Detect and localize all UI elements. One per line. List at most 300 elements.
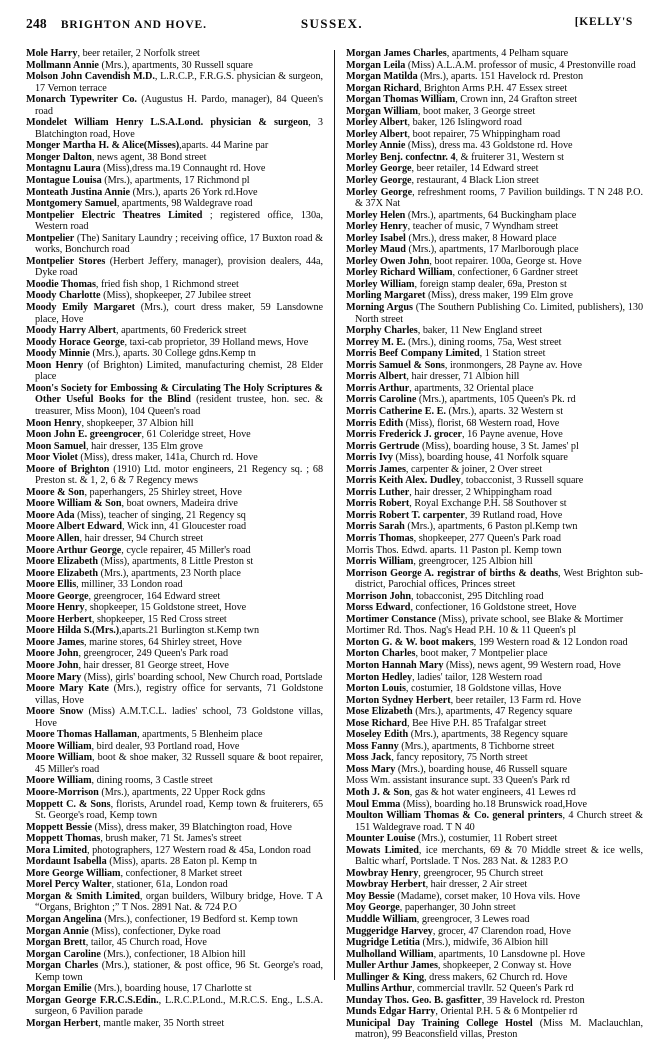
entry-surname: Moore Elizabeth xyxy=(26,567,99,579)
entry-surname: Moth J. & Son xyxy=(346,787,410,798)
directory-entry: Monger Dalton, news agent, 38 Bond street xyxy=(26,151,207,163)
directory-entry: Moor Violet (Miss), dress maker, 141a, Church rd. Hove xyxy=(26,452,258,464)
directory-entry: Moodie Thomas, fried fish shop, 1 Richmond street xyxy=(26,278,239,290)
directory-entry: Moppett C. & Sons, florists, Arundel road, Kemp town & fruiterers, 65 St. George's road, Kemp town xyxy=(26,798,323,822)
directory-entry: Mose Elizabeth (Mrs.), apartments, 47 Regency square xyxy=(346,706,573,718)
entry-surname: Moulton William Thomas & Co. general printers xyxy=(346,810,563,822)
directory-entry: Montagnu Laura (Miss),dress ma.19 Connaught rd. Hove xyxy=(26,163,266,175)
entry-surname: Morley Helen xyxy=(346,209,406,221)
entry-surname: Monger Martha H. & Alice(Misses) xyxy=(26,140,180,152)
directory-entry: Morgan Caroline (Mrs.), confectioner, 18 Albion hill xyxy=(26,948,246,960)
entry-surname: Moon Samuel xyxy=(26,440,86,452)
entry-surname: Moore Snow xyxy=(26,706,84,718)
directory-entry: Monarch Typewriter Co. (Augustus H. Pardo, manager), 84 Queen's road xyxy=(26,94,323,117)
entry-surname: Moore William xyxy=(26,775,92,787)
directory-entry: Morris Caroline (Mrs.), apartments, 105 Queen's Pk. rd xyxy=(346,394,576,406)
directory-entry: Moore William & Son, boat owners, Madeira drive xyxy=(26,498,238,510)
directory-entry: Morgan Angelina (Mrs.), confectioner, 19 Bedford st. Kemp town xyxy=(26,914,298,926)
directory-entry: Muddle William, greengrocer, 3 Lewes road xyxy=(346,914,530,926)
entry-surname: Morley Albert xyxy=(346,117,408,129)
entry-surname: Morris Samuel & Sons xyxy=(346,359,445,371)
directory-columns xyxy=(26,48,644,1041)
directory-entry: Mollmann Annie (Mrs.), apartments, 30 Russell square xyxy=(26,59,253,71)
directory-entry: Moore Henry, shopkeeper, 15 Goldstone street, Hove xyxy=(26,602,247,614)
entry-surname: Municipal Day Training College Hostel xyxy=(346,1017,533,1029)
directory-entry: Munds Edgar Harry, Oriental P.H. 5 & 6 Montpelier rd xyxy=(346,1006,578,1018)
directory-entry: Moore Elizabeth (Miss), apartments, 8 Little Preston st xyxy=(26,556,254,568)
directory-entry: Morphy Charles, baker, 11 New England street xyxy=(346,325,543,337)
entry-surname: Moore George xyxy=(26,590,89,602)
directory-entry: Moth J. & Son, gas & hot water engineers, 41 Lewes rd xyxy=(346,787,576,798)
directory-entry: More George William, confectioner, 8 Market street xyxy=(26,867,243,879)
directory-entry: Moore George, greengrocer, 164 Edward street xyxy=(26,590,221,602)
directory-entry: Morgan Thomas William, Crown inn, 24 Grafton street xyxy=(346,94,577,106)
directory-entry: Morris Arthur, apartments, 32 Oriental place xyxy=(346,382,534,394)
entry-surname: Morris Caroline xyxy=(346,394,417,406)
directory-entry: Morris Samuel & Sons, ironmongers, 28 Payne av. Hove xyxy=(346,359,583,371)
directory-entry: Moss Wm. assistant insurance supt. 33 Queen's Park rd xyxy=(346,775,570,787)
directory-entry: Mose Richard, Bee Hive P.H. 85 Trafalgar street xyxy=(346,717,547,729)
entry-surname: Morris Edith xyxy=(346,417,404,429)
directory-entry: Munday Thos. Geo. B. gasfitter, 39 Havelock rd. Preston xyxy=(346,994,585,1006)
entry-surname: Morris Robert T. carpenter xyxy=(346,509,465,521)
directory-entry: Moore Arthur George, cycle repairer, 45 Miller's road xyxy=(26,544,251,556)
directory-entry: Morris Luther, hair dresser, 2 Whippingham road xyxy=(346,486,552,498)
entry-surname: Morton Sydney Herbert xyxy=(346,694,451,706)
directory-entry: Morton Hannah Mary (Miss), news agent, 99 Western road, Hove xyxy=(346,659,621,671)
entry-surname: Moore William & Son xyxy=(26,498,122,510)
entry-surname: Morgan Herbert xyxy=(26,1017,99,1029)
directory-entry: Morris Gertrude (Miss), boarding house, 3 St. James' pl xyxy=(346,440,579,452)
entry-surname: Morley Albert xyxy=(346,128,408,140)
directory-entry: Morley Owen John, boot repairer. 100a, George st. Hove xyxy=(346,255,582,267)
entry-surname: Morgan & Smith Limited xyxy=(26,890,140,902)
entry-surname: Moody Harry Albert xyxy=(26,325,117,337)
entry-surname: Mose Elizabeth xyxy=(346,706,413,718)
directory-entry: Moody Emily Margaret (Mrs.), court dress maker, 59 Lansdowne place, Hove xyxy=(26,302,323,325)
entry-surname: Mortimer Constance xyxy=(346,613,437,625)
directory-entry: Morton Charles, boot maker, 7 Montpelier place xyxy=(346,648,548,660)
entry-surname: Mose Richard xyxy=(346,717,408,729)
entry-surname: Montpelier Electric Theatres Limited xyxy=(26,209,210,221)
entry-surname: Morgan Thomas William xyxy=(346,94,456,106)
directory-entry: Morris Thos. Edwd. aparts. 11 Paston pl. Kemp town xyxy=(346,544,562,556)
directory-entry: Moore Ada (Miss), teacher of singing, 21 Regency sq xyxy=(26,509,246,521)
entry-surname: Moore Thomas Hallaman xyxy=(26,729,138,741)
directory-entry: Morley Maud (Mrs.), apartments, 17 Marlborough place xyxy=(346,244,579,256)
entry-surname: Monarch Typewriter Co. xyxy=(26,94,137,106)
entry-surname: Moss Mary xyxy=(346,763,396,775)
entry-surname: Morley Isabel xyxy=(346,232,406,244)
directory-entry: Morley George, beer retailer, 14 Edward street xyxy=(346,163,539,175)
entry-surname: Mordaunt Isabella xyxy=(26,856,107,868)
directory-entry: Morgan Brett, tailor, 45 Church road, Hove xyxy=(26,937,207,949)
directory-entry: Morley Henry, teacher of music, 7 Wyndham street xyxy=(346,221,559,233)
directory-entry: Moon John E. greengrocer, 61 Coleridge street, Hove xyxy=(26,429,251,441)
entry-surname: Morris Keith Alex. Dudley xyxy=(346,475,461,487)
entry-surname: Morton G. & W. boot makers xyxy=(346,636,474,648)
entry-surname: Morris William xyxy=(346,556,414,568)
directory-entry: Mowbray Herbert, hair dresser, 2 Air street xyxy=(346,879,528,891)
entry-surname: Moore Mary xyxy=(26,671,82,683)
directory-entry: Moppett Thomas, brush maker, 71 St. James's street xyxy=(26,833,242,845)
entry-surname: Moodie Thomas xyxy=(26,278,96,290)
directory-entry: Moore Ellis, milliner, 33 London road xyxy=(26,579,183,591)
directory-entry: Morris Beef Company Limited, 1 Station street xyxy=(346,348,546,360)
entry-surname: Montagnu Laura xyxy=(26,163,101,175)
directory-entry: Mulholland William, apartments, 10 Lansdowne pl. Hove xyxy=(346,948,585,960)
directory-entry: Moore William, bird dealer, 93 Portland road, Hove xyxy=(26,740,240,752)
directory-entry: Moore Thomas Hallaman, apartments, 5 Blenheim place xyxy=(26,729,263,741)
directory-entry: Morss Edward, confectioner, 16 Goldstone street, Hove xyxy=(346,602,577,614)
entry-surname: Morley Owen John xyxy=(346,255,430,267)
entry-surname: Morris Sarah xyxy=(346,521,405,533)
entry-surname: Moy George xyxy=(346,902,400,914)
directory-entry: Morley Annie (Miss), dress ma. 43 Goldstone rd. Hove xyxy=(346,140,573,152)
directory-entry: Moore-Morrison (Mrs.), apartments, 22 Upper Rock gdns xyxy=(26,787,266,798)
entry-surname: More George William xyxy=(26,867,121,879)
directory-entry: Morgan James Charles, apartments, 4 Pelham square xyxy=(346,48,569,59)
directory-entry: Moody Minnie (Mrs.), aparts. 30 College gdns.Kemp tn xyxy=(26,348,256,360)
entry-surname: Montgomery Samuel xyxy=(26,198,117,210)
directory-entry: Morris Catherine E. E. (Mrs.), aparts. 32 Western st xyxy=(346,405,563,417)
entry-surname: Morley Henry xyxy=(346,221,408,233)
directory-entry: Morley George, restaurant, 4 Black Lion street xyxy=(346,175,539,187)
directory-entry: Morgan Annie (Miss), confectioner, Dyke road xyxy=(26,925,221,937)
directory-entry: Morgan Richard, Brighton Arms P.H. 47 Essex street xyxy=(346,82,568,94)
entry-surname: Moon John E. greengrocer xyxy=(26,429,142,441)
entry-surname: Moore Herbert xyxy=(26,613,92,625)
entry-surname: Moore John xyxy=(26,659,79,671)
directory-entry: Moon's Society for Embossing & Circulating The Holy Scriptures & Other Useful Books for the Blind (resident trustee, hon. sec. & treasurer, Miss Moon), 104 Queen's road xyxy=(26,382,323,417)
directory-entry: Mowbray Henry, greengrocer, 95 Church street xyxy=(346,867,544,879)
entry-surname: Monger Dalton xyxy=(26,151,92,163)
directory-entry: Morley Isabel (Mrs.), dress maker, 8 Howard place xyxy=(346,232,557,244)
entry-surname: Moore Arthur George xyxy=(26,544,122,556)
directory-entry: Moss Mary (Mrs.), boarding house, 46 Russell square xyxy=(346,763,568,775)
directory-entry: Moore of Brighton (1910) Ltd. motor engineers, 21 Regency sq. ; 68 Preston st. & 1, 2, 6 & 7 Regency mews xyxy=(26,463,323,487)
running-head-county: SUSSEX. xyxy=(300,16,364,31)
entry-surname: Morley George xyxy=(346,186,413,198)
entry-surname: Mullins Arthur xyxy=(346,983,413,995)
entry-surname: Morris Arthur xyxy=(346,382,410,394)
entry-surname: Moss Jack xyxy=(346,752,392,764)
directory-entry: Morley William, foreign stamp dealer, 69a, Preston st xyxy=(346,278,567,290)
directory-entry: Morris Robert, Royal Exchange P.H. 58 Southover st xyxy=(346,498,567,510)
entry-surname: Morgan Angelina xyxy=(26,914,102,926)
directory-entry: Mordaunt Isabella (Miss), aparts. 28 Eaton pl. Kemp tn xyxy=(26,856,257,868)
directory-entry: Moore Albert Edward, Wick inn, 41 Gloucester road xyxy=(26,521,247,533)
column-divider-rule xyxy=(334,50,335,980)
entry-surname: Moore James xyxy=(26,636,85,648)
entry-surname: Morley Benj. confectnr. 4 xyxy=(346,151,456,163)
entry-surname: Mondelet William Henry L.S.A.Lond. physician & surgeon xyxy=(26,117,309,129)
directory-entry: Morton G. & W. boot makers, 199 Western road & 12 London road xyxy=(346,636,628,648)
entry-surname: Morss Edward xyxy=(346,602,411,614)
entry-surname: Moseley Edith xyxy=(346,729,409,741)
directory-entry: Mortimer Rd. Thos. Nag's Head P.H. 10 & 11 Queen's pl xyxy=(346,625,577,637)
entry-surname: Moore Allen xyxy=(26,532,80,544)
directory-entry: Morgan & Smith Limited, organ builders, Wilbury bridge, Hove. T A “Organs, Brighton ;” T Nos. 2891 Nat. & 724 P.O xyxy=(26,890,323,914)
directory-entry: Moore Herbert, shopkeeper, 15 Red Cross street xyxy=(26,613,227,625)
directory-entry: Moore John, greengrocer, 249 Queen's Park road xyxy=(26,648,229,660)
directory-entry: Morley George, refreshment rooms, 7 Pavilion buildings. T N 248 P.O. & 37X Nat xyxy=(346,186,644,210)
directory-entry: Morrey M. E. (Mrs.), dining rooms, 75a, West street xyxy=(346,336,562,348)
running-head-publisher: [KELLY'S xyxy=(574,16,633,28)
directory-entry: Morris Keith Alex. Dudley, tobacconist, 3 Russell square xyxy=(346,475,584,487)
entry-surname: Morgan Leila xyxy=(346,59,406,71)
entry-surname: Moore & Son xyxy=(26,486,85,498)
directory-entry: Morris Ivy (Miss), boarding house, 41 Norfolk square xyxy=(346,452,568,464)
entry-surname: Moore of Brighton xyxy=(26,463,110,475)
entry-surname: Muddle William xyxy=(346,914,417,926)
entry-surname: Morley William xyxy=(346,278,415,290)
directory-entry: Moore William, dining rooms, 3 Castle street xyxy=(26,775,213,787)
entry-surname: Moody Charlotte xyxy=(26,290,101,302)
directory-entry: Moore Allen, hair dresser, 94 Church street xyxy=(26,532,204,544)
entry-surname: Morris Frederick J. grocer xyxy=(346,429,462,441)
directory-entry: Mondelet William Henry L.S.A.Lond. physician & surgeon, 3 Blatchington road, Hove xyxy=(26,117,323,140)
directory-entry: Morris Albert, hair dresser, 71 Albion hill xyxy=(346,371,520,383)
entry-surname: Montpelier xyxy=(26,232,75,244)
directory-entry: Morton Louis, costumier, 18 Goldstone villas, Hove xyxy=(346,683,562,695)
entry-surname: Morris Luther xyxy=(346,486,410,498)
entry-surname: Morley George xyxy=(346,163,412,175)
directory-entry: Moppett Bessie (Miss), dress maker, 39 Blatchington road, Hove xyxy=(26,821,292,833)
entry-surname: Morris Gertrude xyxy=(346,440,420,452)
entry-surname: Morris Beef Company Limited xyxy=(346,348,480,360)
entry-surname: Morling Margaret xyxy=(346,290,426,302)
entry-surname: Moody Minnie xyxy=(26,348,90,360)
entry-surname: Mowbray Henry xyxy=(346,867,419,879)
directory-entry: Morris Sarah (Mrs.), apartments, 6 Paston pl.Kemp twn xyxy=(346,521,578,533)
directory-entry: Moore & Son, paperhangers, 25 Shirley street, Hove xyxy=(26,486,242,498)
entry-surname: Moore William xyxy=(26,740,92,752)
directory-entry: Moody Horace George, taxi-cab proprietor, 39 Holland mews, Hove xyxy=(26,336,309,348)
entry-surname: Moppett Thomas xyxy=(26,833,101,845)
entry-surname: Morgan Charles xyxy=(26,960,99,972)
directory-entry: Morris Frederick J. grocer, 16 Payne avenue, Hove xyxy=(346,429,563,441)
directory-entry: Mole Harry, beer retailer, 2 Norfolk street xyxy=(26,48,200,59)
directory-entry: Morgan Leila (Miss) A.L.A.M. professor of music, 4 Prestonville road xyxy=(346,59,636,71)
entry-surname: Mora Limited xyxy=(26,844,88,856)
directory-entry: Morel Percy Walter, stationer, 61a, London road xyxy=(26,879,228,891)
directory-entry: Monger Martha H. & Alice(Misses),aparts. 44 Marine par xyxy=(26,140,269,152)
entry-surname: Morgan Emilie xyxy=(26,983,92,995)
directory-entry: Moody Harry Albert, apartments, 60 Frederick street xyxy=(26,325,247,337)
directory-entry: Mowats Limited, ice merchants, 69 & 70 Middle street & ice wells, Baltic wharf, Portslade. T Nos. 283 Nat. & 1283 P.O xyxy=(346,844,643,868)
entry-surname: Morning Argus xyxy=(346,302,413,314)
entry-surname: Moon Henry xyxy=(26,417,82,429)
directory-entry: Moss Fanny (Mrs.), apartments, 8 Tichborne street xyxy=(346,740,555,752)
directory-entry: Mounter Louise (Mrs.), costumier, 11 Robert street xyxy=(346,833,558,845)
entry-surname: Morgan James Charles xyxy=(346,48,447,59)
entry-surname: Moore Elizabeth xyxy=(26,556,99,568)
running-head xyxy=(26,16,633,34)
entry-surname: Morgan Richard xyxy=(346,82,419,94)
entry-surname: Moor Violet xyxy=(26,452,78,464)
entry-surname: Moppett Bessie xyxy=(26,821,93,833)
entry-surname: Muggeridge Harvey xyxy=(346,925,433,937)
directory-entry: Morgan Charles (Mrs.), stationer, & post office, 96 St. George's road, Kemp town xyxy=(26,960,323,983)
entry-surname: Moore Ada xyxy=(26,509,75,521)
entry-surname: Moore Ellis xyxy=(26,579,77,591)
entry-surname: Mowats Limited xyxy=(346,844,419,856)
entry-surname: Morel Percy Walter xyxy=(26,879,112,891)
entry-surname: Morrey M. E. xyxy=(346,336,406,348)
directory-entry: Moody Charlotte (Miss), shopkeeper, 27 Jubilee street xyxy=(26,290,251,302)
right-column xyxy=(344,48,643,1041)
entry-surname: Muller Arthur James xyxy=(346,960,438,972)
directory-entry: Moon Henry (of Brighton) Limited, manufacturing chemist, 28 Elder place xyxy=(26,359,323,383)
directory-entry: Muggeridge Harvey, grocer, 47 Clarendon road, Hove xyxy=(346,925,571,937)
directory-entry: Moon Samuel, hair dresser, 135 Elm grove xyxy=(26,440,203,452)
entry-surname: Morgan Brett xyxy=(26,937,86,949)
directory-entry: Morley Benj. confectnr. 4, & fruiterer 31, Western st xyxy=(346,151,564,163)
directory-entry: Morris Robert T. carpenter, 39 Rutland road, Hove xyxy=(346,509,563,521)
entry-surname: Moore Hilda S.(Mrs.) xyxy=(26,625,120,637)
directory-entry: Moul Emma (Miss), boarding ho.18 Brunswick road,Hove xyxy=(346,798,588,810)
entry-surname: Moore Mary Kate xyxy=(26,683,109,695)
directory-entry: Morling Margaret (Miss), dress maker, 199 Elm grove xyxy=(346,290,573,302)
directory-entry: Moore William, boot & shoe maker, 32 Russell square & boot repairer, 45 Miller's road xyxy=(26,752,323,775)
entry-surname: Morris Catherine E. E. xyxy=(346,405,446,417)
directory-entry: Morgan Matilda (Mrs.), aparts. 151 Havelock rd. Preston xyxy=(346,71,584,83)
directory-entry: Moore Hilda S.(Mrs.),aparts.21 Burlington st.Kemp twn xyxy=(26,625,260,637)
entry-surname: Morley Maud xyxy=(346,244,406,256)
directory-entry: Montpelier Stores (Herbert Jeffery, manager), provision dealers, 44a, Dyke road xyxy=(26,255,323,279)
entry-surname: Moy Bessie xyxy=(346,890,395,902)
entry-surname: Morris James xyxy=(346,463,406,475)
entry-surname: Moss Fanny xyxy=(346,740,399,752)
entry-surname: Morris Thomas xyxy=(346,532,414,544)
directory-entry: Morris Thomas, shopkeeper, 277 Queen's Park road xyxy=(346,532,561,544)
directory-entry: Moseley Edith (Mrs.), apartments, 38 Regency square xyxy=(346,729,568,741)
entry-surname: Monteath Justina Annie xyxy=(26,186,131,198)
entry-surname: Morphy Charles xyxy=(346,325,418,337)
entry-surname: Munday Thos. Geo. B. gasfitter xyxy=(346,994,482,1006)
entry-surname: Mowbray Herbert xyxy=(346,879,426,891)
entry-surname: Morris Albert xyxy=(346,371,407,383)
entry-surname: Mollmann Annie xyxy=(26,59,99,71)
directory-entry: Moulton William Thomas & Co. general printers, 4 Church street & 151 Waldegrave road. T N 40 xyxy=(346,810,643,833)
directory-entry: Moore John, hair dresser, 81 George street, Hove xyxy=(26,659,229,671)
directory-entry: Morning Argus (The Southern Publishing Co. Limited, publishers), 130 North street xyxy=(346,302,643,325)
directory-entry: Morley Helen (Mrs.), apartments, 64 Buckingham place xyxy=(346,209,577,221)
entry-surname: Moody Emily Margaret xyxy=(26,302,136,314)
entry-surname: Moore John xyxy=(26,648,79,660)
entry-surname: Morgan George F.R.C.S.Edin. xyxy=(26,994,159,1006)
entry-surname: Morley Richard William xyxy=(346,267,453,279)
directory-entry: Mora Limited, photographers, 127 Western road & 45a, London road xyxy=(26,844,311,856)
directory-entry: Morton Hedley, ladies' tailor, 128 Western road xyxy=(346,671,543,683)
directory-entry: Morley Richard William, confectioner, 6 Gardner street xyxy=(346,267,578,279)
page-folio-number: 248 xyxy=(26,16,47,31)
directory-entry: Morton Sydney Herbert, beer retailer, 13 Farm rd. Hove xyxy=(346,694,582,706)
entry-surname: Mullinger & King xyxy=(346,971,425,983)
entry-surname: Moon's Society for Embossing & Circulating The Holy Scriptures & Other Useful Books for the Blind xyxy=(26,382,323,406)
entry-surname: Morley Annie xyxy=(346,140,406,152)
entry-surname: Morrison John xyxy=(346,590,411,602)
entry-surname: Mulholland William xyxy=(346,948,434,960)
entry-surname: Moody Horace George xyxy=(26,336,125,348)
directory-entry: Moon Henry, shopkeeper, 37 Albion hill xyxy=(26,417,194,429)
directory-entry: Moore Snow (Miss) A.M.T.C.L. ladies' school, 73 Goldstone villas, Hove xyxy=(26,706,323,729)
entry-surname: Moore William xyxy=(26,752,93,764)
directory-entry: Moore Elizabeth (Mrs.), apartments, 23 North place xyxy=(26,567,241,579)
entry-surname: Morton Charles xyxy=(346,648,416,660)
directory-entry: Monteath Justina Annie (Mrs.), aparts 26 York rd.Hove xyxy=(26,186,258,198)
directory-entry: Moy Bessie (Madame), corset maker, 10 Hova vils. Hove xyxy=(346,890,580,902)
directory-entry: Mullinger & King, dress makers, 62 Church rd. Hove xyxy=(346,971,568,983)
entry-surname: Mugridge Letitia xyxy=(346,937,420,949)
entry-surname: Moore Henry xyxy=(26,602,85,614)
entry-surname: Morton Louis xyxy=(346,683,406,695)
directory-entry: Moy George, paperhanger, 30 John street xyxy=(346,902,516,914)
entry-surname: Moon Henry xyxy=(26,359,84,371)
entry-surname: Morgan Matilda xyxy=(346,71,418,83)
directory-entry: Morris William, greengrocer, 125 Albion hill xyxy=(346,556,533,568)
entry-surname: Morgan Annie xyxy=(26,925,89,937)
directory-entry: Mortimer Constance (Miss), private school, see Blake & Mortimer xyxy=(346,613,624,625)
entry-surname: Mole Harry xyxy=(26,48,78,59)
entry-surname: Moppett C. & Sons xyxy=(26,798,111,810)
directory-entry: Morgan William, boot maker, 3 George street xyxy=(346,105,536,117)
directory-entry: Mugridge Letitia (Mrs.), midwife, 36 Albion hill xyxy=(346,937,549,949)
entry-surname: Moore-Morrison xyxy=(26,787,99,798)
entry-surname: Morris Robert xyxy=(346,498,410,510)
directory-entry: Morley Albert, baker, 126 Islingword road xyxy=(346,117,522,129)
entry-surname: Moul Emma xyxy=(346,798,401,810)
directory-entry: Morgan Emilie (Mrs.), boarding house, 17 Charlotte st xyxy=(26,983,252,995)
directory-entry: Moss Jack, fancy repository, 75 North street xyxy=(346,752,528,764)
entry-surname: Montpelier Stores xyxy=(26,255,106,267)
directory-entry: Morrison George A. registrar of births & deaths, West Brighton sub-district, Parochial offices, Princes street xyxy=(346,567,643,591)
entry-surname: Morgan William xyxy=(346,105,418,117)
directory-entry: Municipal Day Training College Hostel (Miss M. Maclauchlan, matron), 99 Beaconsfield villas, Preston xyxy=(346,1017,643,1041)
directory-entry: Moore Mary Kate (Mrs.), registry office for servants, 71 Goldstone villas, Hove xyxy=(26,683,323,706)
directory-entry: Morgan Herbert, mantle maker, 35 North street xyxy=(26,1017,225,1029)
entry-surname: Morley George xyxy=(346,175,412,187)
entry-surname: Morgan Caroline xyxy=(26,948,101,960)
directory-entry: Morley Albert, boot repairer, 75 Whippingham road xyxy=(346,128,561,140)
entry-surname: Morrison George A. registrar of births & deaths xyxy=(346,567,559,579)
directory-entry: Morris Edith (Miss), florist, 68 Western road, Hove xyxy=(346,417,560,429)
left-column xyxy=(26,48,331,1029)
directory-entry: Morrison John, tobacconist, 295 Ditchling road xyxy=(346,590,544,602)
entry-surname: Montague Louisa xyxy=(26,175,102,187)
directory-entry: Montgomery Samuel, apartments, 98 Waldegrave road xyxy=(26,198,253,210)
entry-surname: Morris Ivy xyxy=(346,452,393,464)
entry-surname: Morton Hedley xyxy=(346,671,413,683)
directory-entry: Montague Louisa (Mrs.), apartments, 17 Richmond pl xyxy=(26,175,250,187)
directory-entry: Montpelier (The) Sanitary Laundry ; receiving office, 17 Buxton road & works, Bonchurch road xyxy=(26,232,323,256)
directory-entry: Mullins Arthur, commercial travllr. 52 Queen's Park rd xyxy=(346,983,574,995)
running-head-place: BRIGHTON AND HOVE. xyxy=(60,19,207,31)
directory-entry: Moore James, marine stores, 64 Shirley street, Hove xyxy=(26,636,242,648)
entry-surname: Mounter Louise xyxy=(346,833,416,845)
directory-entry: Moore Mary (Miss), girls' boarding school, New Church road, Portslade xyxy=(26,671,323,683)
directory-entry: Montpelier Electric Theatres Limited ; registered office, 130a, Western road xyxy=(26,209,323,233)
directory-entry: Morris James, carpenter & joiner, 2 Over street xyxy=(346,463,543,475)
directory-entry: Molson John Cavendish M.D., L.R.C.P., F.R.G.S. physician & surgeon, 17 Vernon terrace xyxy=(26,71,324,94)
entry-surname: Moore Albert Edward xyxy=(26,521,123,533)
entry-surname: Morton Hannah Mary xyxy=(346,659,444,671)
entry-surname: Molson John Cavendish M.D. xyxy=(26,71,155,83)
entry-surname: Munds Edgar Harry xyxy=(346,1006,436,1018)
directory-entry: Muller Arthur James, shopkeeper, 2 Conway st. Hove xyxy=(346,960,572,972)
directory-entry: Morgan George F.R.C.S.Edin., L.R.C.P.Lond., M.R.C.S. Eng., L.S.A. surgeon, 6 Pavilion parade xyxy=(26,994,323,1018)
